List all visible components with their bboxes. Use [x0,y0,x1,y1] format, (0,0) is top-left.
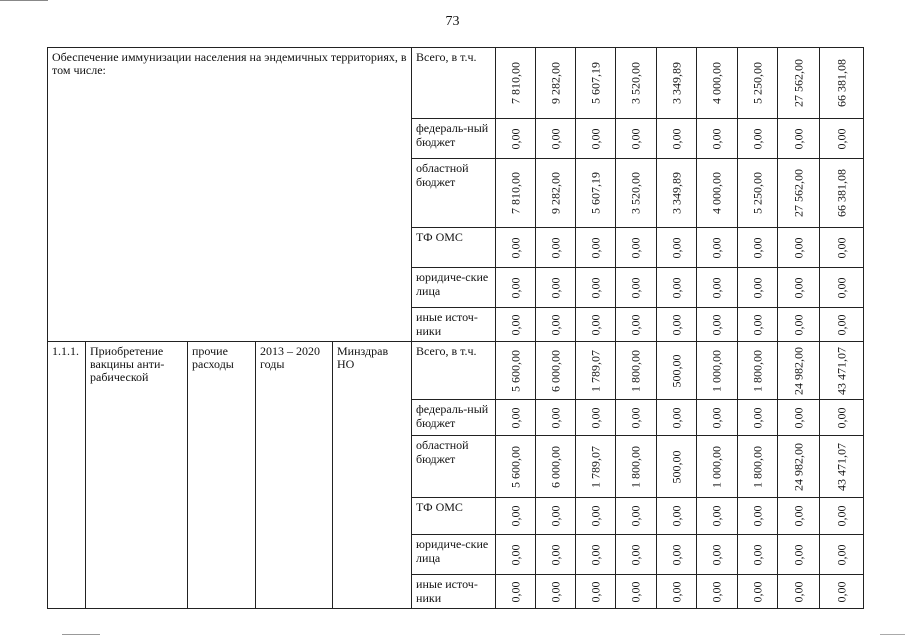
value-cell [738,342,778,400]
value: 0,00 [588,581,603,602]
value: 0,00 [508,407,523,428]
value-cell [657,308,697,342]
value-cell [616,228,657,268]
value: 0,00 [791,505,806,527]
value: 27 562,00 [791,59,806,107]
value-cell [657,228,697,268]
value-cell [657,342,697,400]
value-cell [576,308,616,342]
funding-source-label: Всего, в т.ч. [416,50,477,64]
value-cell [576,342,616,400]
value-cell [697,498,738,535]
funding-source-label: ТФ ОМС [416,230,463,244]
value: 4 000,00 [709,172,724,214]
value-cell [820,48,864,119]
value: 0,00 [791,407,806,428]
value: 0,00 [709,128,724,149]
value: 0,00 [750,544,765,565]
value-cell [738,159,778,228]
value: 0,00 [750,128,765,149]
value-cell [616,159,657,228]
value: 66 381,08 [834,59,849,107]
executor: Минздрав НО [337,344,389,371]
value-cell [616,268,657,308]
value-cell [778,400,820,436]
funding-source-cell [412,119,496,159]
period-cell [256,342,333,609]
value: 24 982,00 [791,346,806,395]
value-cell [496,159,536,228]
value-cell [820,268,864,308]
funding-source-cell [412,159,496,228]
value: 0,00 [588,277,603,298]
value: 1 800,00 [628,349,643,392]
value-cell [738,436,778,498]
value-cell [536,308,576,342]
funding-source-cell [412,48,496,119]
value: 0,00 [628,237,643,258]
value: 0,00 [628,407,643,428]
value: 0,00 [588,314,603,335]
expense-type-cell [188,342,256,609]
value-cell [697,308,738,342]
value: 0,00 [588,407,603,428]
value-cell [778,575,820,609]
funding-source-label: федераль-ный бюджет [416,121,489,149]
value-cell [820,400,864,436]
item-name-cell [86,342,188,609]
value-cell [697,119,738,159]
funding-source-cell [412,228,496,268]
value-cell [576,400,616,436]
value: 3 520,00 [628,62,643,104]
value: 0,00 [834,277,849,298]
value: 0,00 [508,505,523,527]
value: 1 800,00 [750,445,765,488]
value-cell [536,342,576,400]
value-cell [738,119,778,159]
funding-source-cell [412,400,496,436]
value: 0,00 [628,505,643,527]
value: 43 471,07 [834,346,849,395]
value: 7 810,00 [508,62,523,104]
value: 6 000,00 [548,349,563,392]
value: 0,00 [709,314,724,335]
value-cell [778,268,820,308]
value-cell [778,228,820,268]
scan-edge-line [880,634,905,635]
funding-source-cell [412,535,496,575]
value-cell [778,119,820,159]
value: 0,00 [628,128,643,149]
value: 0,00 [834,581,849,602]
value-cell [616,575,657,609]
value: 0,00 [669,277,684,298]
value-cell [738,535,778,575]
item-name: Приобретение вакцины анти-рабической [90,344,165,384]
value-cell [657,575,697,609]
value: 500,00 [669,450,684,483]
value: 43 471,07 [834,442,849,491]
value-cell [616,535,657,575]
value: 3 520,00 [628,172,643,214]
value: 0,00 [750,314,765,335]
value: 1 800,00 [750,349,765,392]
value-cell [496,436,536,498]
funding-source-label: иные источ-ники [416,577,478,605]
value: 5 600,00 [508,445,523,488]
funding-source-label: юридиче-ские лица [416,270,489,298]
value-cell [576,48,616,119]
value-cell [657,119,697,159]
value-cell [496,268,536,308]
value-cell [616,119,657,159]
value-cell [657,535,697,575]
executor-cell [333,342,412,609]
value-cell [738,400,778,436]
table-row [48,342,864,400]
funding-source-cell [412,308,496,342]
value-cell [536,228,576,268]
value: 66 381,08 [834,169,849,217]
value: 0,00 [508,237,523,258]
value-cell [778,308,820,342]
table-row [48,48,864,119]
value: 4 000,00 [709,62,724,104]
value-cell [616,308,657,342]
value: 0,00 [669,544,684,565]
value: 0,00 [669,314,684,335]
value-cell [616,400,657,436]
value: 5 250,00 [750,62,765,104]
expense-type: прочие расходы [192,344,234,371]
value-cell [738,308,778,342]
funding-source-cell [412,342,496,400]
value-cell [616,342,657,400]
value: 0,00 [508,314,523,335]
page-number: 73 [445,14,460,29]
value: 0,00 [791,544,806,565]
value: 0,00 [508,544,523,565]
value: 0,00 [588,128,603,149]
value-cell [496,308,536,342]
value: 0,00 [628,544,643,565]
value: 0,00 [508,277,523,298]
value: 0,00 [508,581,523,602]
funding-source-cell [412,575,496,609]
scan-edge-line [0,0,48,1]
value-cell [496,535,536,575]
value: 0,00 [628,277,643,298]
value: 5 250,00 [750,172,765,214]
value-cell [657,48,697,119]
value: 0,00 [834,505,849,527]
value-cell [496,575,536,609]
value-cell [657,436,697,498]
value-cell [738,575,778,609]
value: 3 349,89 [669,62,684,104]
funding-source-cell [412,436,496,498]
value-cell [576,119,616,159]
value-cell [697,575,738,609]
value-cell [536,48,576,119]
value-cell [778,48,820,119]
value-cell [697,535,738,575]
value-cell [536,268,576,308]
section-title: Обеспечение иммунизации населения на эндемичных территориях, в том числе: [52,50,407,77]
funding-source-label: ТФ ОМС [416,500,463,514]
value: 5 607,19 [588,172,603,214]
value-cell [616,436,657,498]
value-cell [496,400,536,436]
funding-source-label: областной бюджет [416,161,469,189]
value: 0,00 [834,544,849,565]
value: 0,00 [834,237,849,258]
value-cell [738,268,778,308]
value-cell [616,48,657,119]
value: 0,00 [669,407,684,428]
value: 1 000,00 [709,349,724,392]
value: 0,00 [834,407,849,428]
value-cell [778,436,820,498]
value-cell [576,228,616,268]
value: 9 282,00 [548,172,563,214]
value-cell [657,400,697,436]
value-cell [616,498,657,535]
value: 0,00 [588,505,603,527]
funding-source-cell [412,268,496,308]
value-cell [697,228,738,268]
value-cell [536,535,576,575]
scan-edge-line [62,634,100,635]
value-cell [738,48,778,119]
value: 9 282,00 [548,62,563,104]
value: 0,00 [791,237,806,258]
value: 0,00 [669,581,684,602]
value: 0,00 [669,505,684,527]
value: 0,00 [548,237,563,258]
funding-source-label: областной бюджет [416,438,469,466]
value: 0,00 [548,314,563,335]
value-cell [536,498,576,535]
value-cell [778,535,820,575]
value: 0,00 [588,544,603,565]
value: 500,00 [669,354,684,387]
value-cell [820,498,864,535]
value: 0,00 [750,277,765,298]
value: 0,00 [669,128,684,149]
funding-source-label: иные источ-ники [416,310,478,338]
period: 2013 – 2020 годы [260,344,320,371]
value-cell [697,268,738,308]
value-cell [536,575,576,609]
value-cell [536,159,576,228]
value: 0,00 [628,314,643,335]
value-cell [738,228,778,268]
value-cell [697,342,738,400]
value: 0,00 [548,581,563,602]
value: 0,00 [709,581,724,602]
value-cell [820,575,864,609]
value: 0,00 [791,128,806,149]
value-cell [820,436,864,498]
value: 0,00 [669,237,684,258]
value: 1 789,07 [588,349,603,392]
value-cell [496,119,536,159]
value-cell [576,535,616,575]
value-cell [657,159,697,228]
funding-source-label: федераль-ный бюджет [416,402,489,430]
value-cell [576,268,616,308]
value: 0,00 [791,314,806,335]
budget-table [47,47,864,609]
value: 1 800,00 [628,445,643,488]
value: 0,00 [508,128,523,149]
item-code: 1.1.1. [52,344,79,358]
value: 5 607,19 [588,62,603,104]
value: 0,00 [834,314,849,335]
section-title-cell [48,48,412,342]
value: 1 789,07 [588,445,603,488]
value: 0,00 [628,581,643,602]
value-cell [820,119,864,159]
value-cell [496,342,536,400]
value-cell [576,575,616,609]
value: 0,00 [791,581,806,602]
value: 0,00 [709,407,724,428]
value-cell [496,498,536,535]
value-cell [778,342,820,400]
value-cell [576,498,616,535]
value-cell [657,268,697,308]
value: 0,00 [548,407,563,428]
value-cell [536,436,576,498]
value: 3 349,89 [669,172,684,214]
value-cell [496,228,536,268]
value-cell [697,48,738,119]
value: 0,00 [548,505,563,527]
value-cell [496,48,536,119]
value-cell [697,400,738,436]
value: 27 562,00 [791,169,806,217]
value-cell [697,436,738,498]
value-cell [820,308,864,342]
value: 0,00 [791,277,806,298]
value: 0,00 [750,505,765,527]
funding-source-cell [412,498,496,535]
value-cell [657,498,697,535]
value-cell [536,400,576,436]
value: 0,00 [588,237,603,258]
value: 6 000,00 [548,445,563,488]
value: 0,00 [750,407,765,428]
value: 0,00 [709,544,724,565]
value: 0,00 [750,237,765,258]
value: 1 000,00 [709,445,724,488]
value-cell [778,498,820,535]
value-cell [536,119,576,159]
value-cell [778,159,820,228]
value-cell [820,159,864,228]
value: 0,00 [548,544,563,565]
funding-source-label: юридиче-ские лица [416,537,489,565]
value-cell [738,498,778,535]
value: 0,00 [750,581,765,602]
value: 0,00 [709,505,724,527]
item-code-cell [48,342,86,609]
value-cell [576,436,616,498]
value: 0,00 [548,277,563,298]
value-cell [697,159,738,228]
value: 24 982,00 [791,442,806,491]
value: 0,00 [548,128,563,149]
value-cell [820,228,864,268]
funding-source-label: Всего, в т.ч. [416,344,477,358]
value: 0,00 [834,128,849,149]
value-cell [820,535,864,575]
value: 0,00 [709,277,724,298]
value: 7 810,00 [508,172,523,214]
value: 5 600,00 [508,349,523,392]
value-cell [820,342,864,400]
value: 0,00 [709,237,724,258]
value-cell [576,159,616,228]
